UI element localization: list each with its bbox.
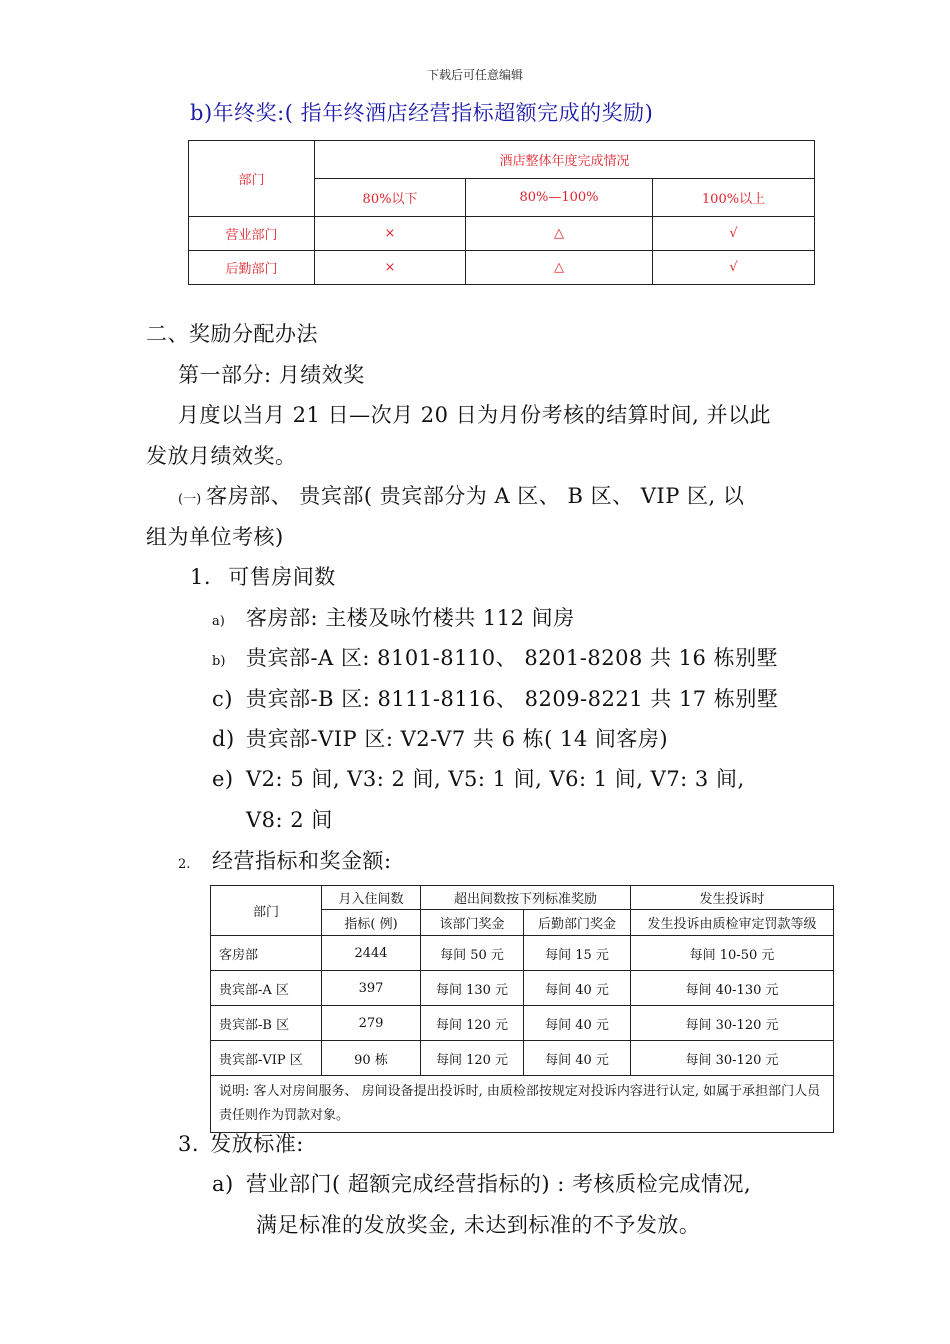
subsection-line2: 组为单位考核) bbox=[146, 525, 284, 549]
year-end-bonus-title: b)年终奖:( 指年终酒店经营指标超额完成的奖励) bbox=[190, 101, 654, 125]
t1-level-2: 80%—100% bbox=[466, 179, 653, 217]
t2-header-dept-bonus: 该部门奖金 bbox=[421, 910, 524, 936]
t1-header-group: 酒店整体年度完成情况 bbox=[315, 141, 815, 179]
t2-note: 说明: 客人对房间服务、 房间设备提出投诉时, 由质检部按规定对投诉内容进行认定, 如属于承担部门人员责任则作为罚款对象。 bbox=[211, 1076, 834, 1133]
table-row bbox=[211, 1006, 834, 1041]
t2-support-bonus: 每间 40 元 bbox=[524, 1041, 631, 1076]
list-marker: e) bbox=[212, 767, 234, 791]
t2-dept-bonus: 每间 120 元 bbox=[421, 1041, 524, 1076]
t1-mark: × bbox=[315, 251, 466, 285]
subsection-marker: (一) bbox=[178, 492, 202, 507]
t2-dept: 贵宾部-B 区 bbox=[211, 1006, 322, 1041]
standard-a-line2: 满足标准的发放奖金, 未达到标准的不予发放。 bbox=[256, 1213, 701, 1237]
list-marker: d) bbox=[212, 727, 235, 751]
standard-a bbox=[212, 1168, 751, 1198]
t2-dept: 贵宾部-A 区 bbox=[211, 971, 322, 1006]
list-marker: c) bbox=[212, 687, 233, 711]
item2-text: 经营指标和奖金额: bbox=[212, 849, 392, 873]
t1-row-dept: 后勤部门 bbox=[189, 251, 315, 285]
list-item bbox=[212, 683, 778, 713]
list-continuation: V8: 2 间 bbox=[246, 808, 333, 832]
t2-header-dept: 部门 bbox=[211, 886, 322, 936]
list-text: 贵宾部-A 区: 8101-8110、 8201-8208 共 16 栋别墅 bbox=[246, 646, 779, 670]
year-end-table bbox=[188, 140, 815, 285]
t2-header-support-bonus: 后勤部门奖金 bbox=[524, 910, 631, 936]
standard-a-line1: 营业部门( 超额完成经营指标的) : 考核质检完成情况, bbox=[246, 1172, 752, 1196]
t2-header-penalty: 发生投诉由质检审定罚款等级 bbox=[631, 910, 834, 936]
t2-support-bonus: 每间 40 元 bbox=[524, 971, 631, 1006]
t2-support-bonus: 每间 40 元 bbox=[524, 1006, 631, 1041]
t1-mark: × bbox=[315, 217, 466, 251]
subsection-line1: 客房部、 贵宾部( 贵宾部分为 A 区、 B 区、 VIP 区, 以 bbox=[206, 484, 745, 508]
part1-title: 第一部分: 月绩效奖 bbox=[178, 363, 365, 387]
t2-target: 397 bbox=[322, 971, 421, 1006]
t1-level-3: 100%以上 bbox=[653, 179, 815, 217]
t2-dept-bonus: 每间 130 元 bbox=[421, 971, 524, 1006]
item1 bbox=[190, 561, 336, 591]
table-row bbox=[211, 936, 834, 971]
t2-header-over: 超出间数按下列标准奖励 bbox=[421, 886, 631, 910]
para1-line2: 发放月绩效奖。 bbox=[146, 444, 297, 468]
t1-mark: √ bbox=[653, 217, 815, 251]
t2-target: 279 bbox=[322, 1006, 421, 1041]
list-marker: a) bbox=[212, 614, 225, 629]
t2-header-occ1: 月入住间数 bbox=[322, 886, 421, 910]
table-row bbox=[211, 1041, 834, 1076]
list-item bbox=[212, 642, 778, 672]
t1-level-1: 80%以下 bbox=[315, 179, 466, 217]
para1-line1: 月度以当月 21 日—次月 20 日为月份考核的结算时间, 并以此 bbox=[178, 403, 771, 427]
t2-target: 90 栋 bbox=[322, 1041, 421, 1076]
t2-penalty: 每间 10-50 元 bbox=[631, 936, 834, 971]
t2-penalty: 每间 30-120 元 bbox=[631, 1041, 834, 1076]
t2-dept-bonus: 每间 120 元 bbox=[421, 1006, 524, 1041]
t2-dept: 客房部 bbox=[211, 936, 322, 971]
t2-target: 2444 bbox=[322, 936, 421, 971]
page-header: 下载后可任意编辑 bbox=[426, 68, 523, 82]
t1-mark: √ bbox=[653, 251, 815, 285]
t2-header-complaint: 发生投诉时 bbox=[631, 886, 834, 910]
list-text: V2: 5 间, V3: 2 间, V5: 1 间, V6: 1 间, V7: 3 间, bbox=[246, 767, 745, 791]
table-row bbox=[189, 251, 815, 285]
t1-mark: △ bbox=[466, 217, 653, 251]
bonus-table bbox=[210, 885, 834, 1133]
t1-row-dept: 营业部门 bbox=[189, 217, 315, 251]
t2-penalty: 每间 30-120 元 bbox=[631, 1006, 834, 1041]
section2-title: 二、奖励分配办法 bbox=[146, 322, 318, 346]
item2-number: 2. bbox=[178, 857, 191, 872]
t2-support-bonus: 每间 15 元 bbox=[524, 936, 631, 971]
table-row bbox=[211, 971, 834, 1006]
table-row bbox=[189, 217, 815, 251]
item1-text: 可售房间数 bbox=[228, 565, 336, 589]
t1-header-dept: 部门 bbox=[189, 141, 315, 217]
item3-text: 发放标准: bbox=[210, 1132, 304, 1156]
list-text: 贵宾部-B 区: 8111-8116、 8209-8221 共 17 栋别墅 bbox=[246, 687, 779, 711]
subsection-1 bbox=[178, 480, 744, 510]
item2 bbox=[178, 845, 392, 875]
list-item bbox=[212, 602, 575, 632]
list-marker: b) bbox=[212, 654, 226, 669]
t2-penalty: 每间 40-130 元 bbox=[631, 971, 834, 1006]
list-text: 客房部: 主楼及咏竹楼共 112 间房 bbox=[246, 606, 575, 630]
item1-number: 1. bbox=[190, 565, 212, 589]
list-item bbox=[212, 763, 745, 793]
list-text: 贵宾部-VIP 区: V2-V7 共 6 栋( 14 间客房) bbox=[246, 727, 669, 751]
t2-dept: 贵宾部-VIP 区 bbox=[211, 1041, 322, 1076]
t2-header-occ2: 指标( 例) bbox=[322, 910, 421, 936]
standard-a-marker: a) bbox=[212, 1172, 234, 1196]
list-item bbox=[212, 723, 668, 753]
item3-number: 3. bbox=[178, 1132, 200, 1156]
t2-dept-bonus: 每间 50 元 bbox=[421, 936, 524, 971]
t1-mark: △ bbox=[466, 251, 653, 285]
item3 bbox=[178, 1128, 304, 1158]
